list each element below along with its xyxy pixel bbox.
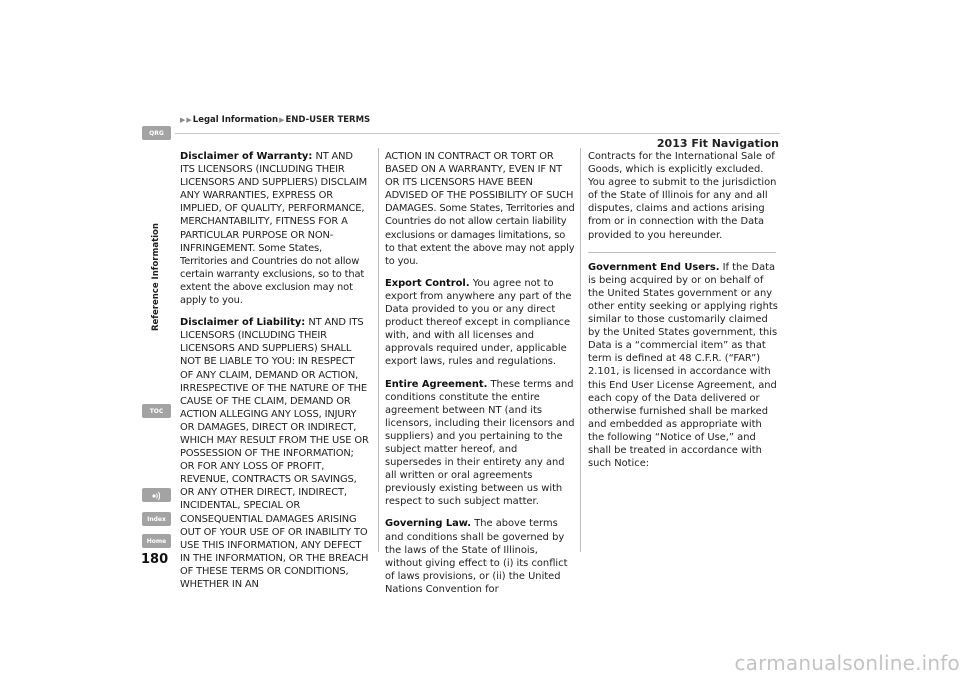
government-heading: Government End Users. [588, 261, 720, 273]
liability-body: NT AND ITS LICENSORS (INCLUDING THEIR LICENSORS AND SUPPLIERS) SHALL NOT BE LIABLE TO YOU: IN RESPECT OF ANY CLAIM, DEMAND OR ACTION, IRRESPECTIVE OF THE NATURE OF THE CAUSE OF THE CLAIM, DEMAND OR ACTION ALLEGING ANY LOSS, INJURY OR DAMAGES, DIRECT OR INDIRECT, WHICH MAY RESULT FROM THE USE OR POSSESSION OF THE INFORMATION; OR FOR ANY LOSS OF PROFIT, REVENUE, CONTRACTS OR SAVINGS, OR ANY OTHER DIRECT, INDIRECT, INCIDENTAL, SPECIAL OR CONSEQUENTIAL DAMAGES ARISING OUT OF YOUR USE OF OR INABILITY TO USE THIS INFORMATION, ANY DEFECT IN THE INFORMATION, OR THE BREACH OF THESE TERMS OR CONDITIONS, WHETHER IN AN [180, 317, 369, 590]
governing-law-paragraph [385, 517, 575, 596]
column-2 [385, 150, 575, 605]
entire-agreement-body: These terms and conditions constitute the entire agreement between NT (and its licensors, including their licensors and suppliers) and you pertaining to the subject matter hereof, and supersedes in their entirety any and all written or oral agreements previously existing between us with respect to such subject matter. [385, 378, 575, 508]
breadcrumb-arrow-icon: ▶ [180, 116, 186, 124]
index-button[interactable]: Index [142, 512, 171, 526]
page-number: 180 [141, 552, 169, 567]
liability-continued: ACTION IN CONTRACT OR TORT OR BASED ON A WARRANTY, EVEN IF NT OR ITS LICENSORS HAVE BEEN ADVISED OF THE POSSIBILITY OF SUCH DAMAGES. Some States, Territories and Countries do not allow certain liability exclusions or damages limitations, so to that extent the above may not apply to you. [385, 151, 575, 267]
section-tab-label: Reference Information [151, 223, 161, 331]
warranty-paragraph [180, 150, 370, 307]
government-body: If the Data is being acquired by or on behalf of the United States government or any other entity seeking or applying rights similar to those customarily claimed by the United States government, this Data is a “commercial item” as that term is defined at 48 C.F.R. (“FAR”) 2.101, is licensed in accordance with this End User License Agreement, and each copy of the Data delivered or otherwise furnished shall be marked and embedded as appropriate with the following “Notice of Use,” and shall be treated in accordance with such Notice: [588, 261, 778, 470]
government-paragraph [588, 261, 778, 471]
voice-command-icon [151, 490, 163, 500]
column-divider [378, 148, 379, 552]
governing-law-heading: Governing Law. [385, 518, 472, 530]
breadcrumb [180, 115, 370, 125]
governing-law-body: The above terms and conditions shall be governed by the laws of the State of Illinois, without giving effect to (i) its conflict of laws provisions, or (ii) the United Nations Convention for [385, 518, 568, 595]
breadcrumb-arrow-icon: ▶ [186, 116, 192, 124]
export-paragraph [385, 277, 575, 369]
liability-heading: Disclaimer of Liability: [180, 317, 306, 329]
liability-paragraph [180, 316, 370, 591]
governing-law-continued: Contracts for the International Sale of Goods, which is explicitly excluded. You agree to submit to the jurisdiction of the State of Illinois for any and all disputes, claims and actions arising from or in connection with the Data provided to you hereunder. [588, 151, 777, 241]
voice-command-button[interactable] [142, 488, 171, 502]
toc-button[interactable]: TOC [142, 404, 171, 418]
manual-title: 2013 Fit Navigation [656, 137, 779, 150]
column-1 [180, 150, 370, 600]
watermark: carmanualsonline.info [734, 651, 960, 675]
breadcrumb-section[interactable]: Legal Information [192, 115, 279, 125]
section-divider [588, 252, 776, 253]
column-3 [588, 150, 778, 479]
entire-agreement-paragraph [385, 378, 575, 509]
entire-agreement-heading: Entire Agreement. [385, 378, 488, 390]
warranty-heading: Disclaimer of Warranty: [180, 151, 313, 162]
export-body: You agree not to export from anywhere any part of the Data provided to you or any direct product thereof except in compliance with, and with all licenses and approvals required under, applicable export laws, rules and regulations. [385, 277, 572, 368]
export-heading: Export Control. [385, 277, 470, 289]
home-button[interactable]: Home [142, 534, 171, 548]
breadcrumb-page: END-USER TERMS [285, 115, 371, 125]
qrg-button[interactable]: QRG [142, 126, 171, 140]
column-divider [580, 148, 581, 552]
header-divider [175, 133, 780, 134]
breadcrumb-arrow-icon: ▶ [279, 116, 285, 124]
warranty-body: NT AND ITS LICENSORS (INCLUDING THEIR LICENSORS AND SUPPLIERS) DISCLAIM ANY WARRANTIES, EXPRESS OR IMPLIED, OF QUALITY, PERFORMANCE, MERCHANTABILITY, FITNESS FOR A PARTICULAR PURPOSE OR NON-INFRINGEMENT. Some States, Territories and Countries do not allow certain warranty exclusions, so to that extent the above exclusion may not apply to you. [180, 151, 367, 307]
